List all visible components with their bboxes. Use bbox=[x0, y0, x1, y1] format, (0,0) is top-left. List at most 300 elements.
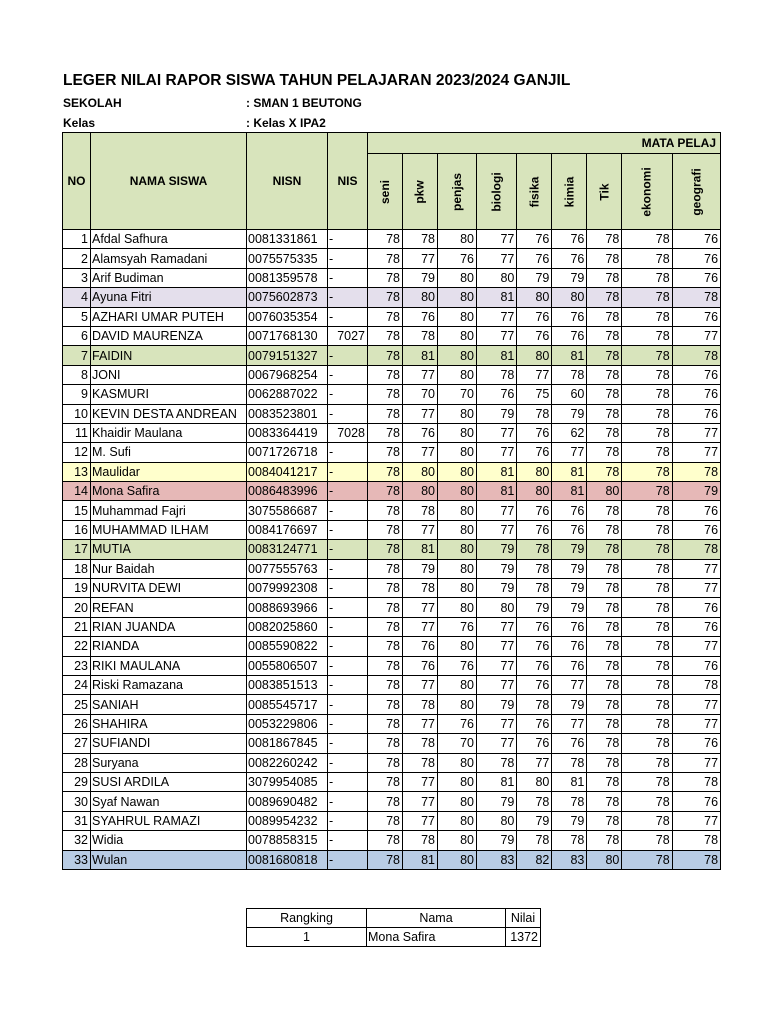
table-row bbox=[63, 288, 721, 307]
score-geografi: 76 bbox=[672, 365, 720, 384]
score-biologi: 77 bbox=[477, 656, 517, 675]
row-number: 25 bbox=[63, 695, 91, 714]
student-nis: - bbox=[328, 753, 368, 772]
score-tik: 78 bbox=[587, 385, 622, 404]
score-biologi: 80 bbox=[477, 811, 517, 830]
score-ekonomi: 78 bbox=[622, 579, 672, 598]
score-ekonomi: 78 bbox=[622, 695, 672, 714]
score-fisika: 76 bbox=[517, 326, 552, 345]
score-pkw: 77 bbox=[403, 792, 438, 811]
score-ekonomi: 78 bbox=[622, 501, 672, 520]
student-nisn: 0082260242 bbox=[247, 753, 328, 772]
header-no: NO bbox=[63, 133, 91, 230]
score-tik: 78 bbox=[587, 811, 622, 830]
row-number: 9 bbox=[63, 385, 91, 404]
student-name: RIAN JUANDA bbox=[91, 617, 247, 636]
score-fisika: 78 bbox=[517, 540, 552, 559]
score-ekonomi: 78 bbox=[622, 443, 672, 462]
student-name: MUTIA bbox=[91, 540, 247, 559]
score-ekonomi: 78 bbox=[622, 365, 672, 384]
score-biologi: 79 bbox=[477, 831, 517, 850]
score-tik: 78 bbox=[587, 423, 622, 442]
score-fisika: 76 bbox=[517, 714, 552, 733]
student-nisn: 0077555763 bbox=[247, 559, 328, 578]
score-kimia: 77 bbox=[552, 443, 587, 462]
score-biologi: 79 bbox=[477, 695, 517, 714]
table-row bbox=[63, 579, 721, 598]
score-seni: 78 bbox=[368, 579, 403, 598]
student-nisn: 0084176697 bbox=[247, 520, 328, 539]
student-nisn: 0084041217 bbox=[247, 462, 328, 481]
table-row bbox=[63, 230, 721, 249]
score-pkw: 76 bbox=[403, 423, 438, 442]
score-geografi: 76 bbox=[672, 268, 720, 287]
row-number: 1 bbox=[63, 230, 91, 249]
score-geografi: 76 bbox=[672, 249, 720, 268]
score-seni: 78 bbox=[368, 423, 403, 442]
score-pkw: 77 bbox=[403, 598, 438, 617]
score-ekonomi: 78 bbox=[622, 288, 672, 307]
score-fisika: 76 bbox=[517, 230, 552, 249]
score-biologi: 77 bbox=[477, 249, 517, 268]
score-ekonomi: 78 bbox=[622, 307, 672, 326]
student-nisn: 0086483996 bbox=[247, 482, 328, 501]
score-penjas: 80 bbox=[438, 307, 477, 326]
score-biologi: 81 bbox=[477, 462, 517, 481]
score-kimia: 79 bbox=[552, 811, 587, 830]
student-nis: - bbox=[328, 443, 368, 462]
student-nisn: 0053229806 bbox=[247, 714, 328, 733]
student-nis: - bbox=[328, 811, 368, 830]
student-name: Suryana bbox=[91, 753, 247, 772]
score-seni: 78 bbox=[368, 385, 403, 404]
score-pkw: 76 bbox=[403, 637, 438, 656]
student-nisn: 0089690482 bbox=[247, 792, 328, 811]
score-biologi: 77 bbox=[477, 617, 517, 636]
score-geografi: 78 bbox=[672, 675, 720, 694]
score-fisika: 78 bbox=[517, 792, 552, 811]
row-number: 15 bbox=[63, 501, 91, 520]
student-nis: 7027 bbox=[328, 326, 368, 345]
score-geografi: 77 bbox=[672, 753, 720, 772]
ranking-header-rank: Rangking bbox=[247, 909, 367, 928]
score-pkw: 77 bbox=[403, 714, 438, 733]
score-pkw: 77 bbox=[403, 404, 438, 423]
score-fisika: 79 bbox=[517, 268, 552, 287]
score-pkw: 78 bbox=[403, 501, 438, 520]
student-name: M. Sufi bbox=[91, 443, 247, 462]
score-biologi: 81 bbox=[477, 288, 517, 307]
score-penjas: 80 bbox=[438, 482, 477, 501]
score-ekonomi: 78 bbox=[622, 540, 672, 559]
score-seni: 78 bbox=[368, 598, 403, 617]
score-penjas: 76 bbox=[438, 714, 477, 733]
score-fisika: 76 bbox=[517, 501, 552, 520]
table-row bbox=[63, 540, 721, 559]
score-seni: 78 bbox=[368, 831, 403, 850]
score-seni: 78 bbox=[368, 540, 403, 559]
score-ekonomi: 78 bbox=[622, 850, 672, 869]
student-name: SHAHIRA bbox=[91, 714, 247, 733]
student-nisn: 0085545717 bbox=[247, 695, 328, 714]
score-kimia: 76 bbox=[552, 230, 587, 249]
table-row bbox=[63, 249, 721, 268]
score-ekonomi: 78 bbox=[622, 772, 672, 791]
student-name: Syaf Nawan bbox=[91, 792, 247, 811]
score-biologi: 77 bbox=[477, 443, 517, 462]
score-geografi: 77 bbox=[672, 443, 720, 462]
score-ekonomi: 78 bbox=[622, 598, 672, 617]
score-tik: 78 bbox=[587, 230, 622, 249]
table-row bbox=[63, 268, 721, 287]
score-penjas: 80 bbox=[438, 850, 477, 869]
score-ekonomi: 78 bbox=[622, 792, 672, 811]
score-pkw: 79 bbox=[403, 268, 438, 287]
score-geografi: 77 bbox=[672, 579, 720, 598]
score-ekonomi: 78 bbox=[622, 482, 672, 501]
row-number: 20 bbox=[63, 598, 91, 617]
score-ekonomi: 78 bbox=[622, 656, 672, 675]
score-pkw: 81 bbox=[403, 540, 438, 559]
student-nis: - bbox=[328, 462, 368, 481]
score-tik: 78 bbox=[587, 462, 622, 481]
score-biologi: 77 bbox=[477, 326, 517, 345]
score-seni: 78 bbox=[368, 811, 403, 830]
student-nisn: 0083124771 bbox=[247, 540, 328, 559]
table-row bbox=[63, 753, 721, 772]
score-pkw: 77 bbox=[403, 249, 438, 268]
row-number: 29 bbox=[63, 772, 91, 791]
header-subject-pkw: pkw bbox=[403, 154, 438, 230]
row-number: 26 bbox=[63, 714, 91, 733]
score-tik: 78 bbox=[587, 540, 622, 559]
score-fisika: 78 bbox=[517, 579, 552, 598]
student-nisn: 0082025860 bbox=[247, 617, 328, 636]
score-biologi: 77 bbox=[477, 501, 517, 520]
score-penjas: 76 bbox=[438, 249, 477, 268]
row-number: 24 bbox=[63, 675, 91, 694]
score-seni: 78 bbox=[368, 637, 403, 656]
student-nisn: 0079992308 bbox=[247, 579, 328, 598]
score-seni: 78 bbox=[368, 714, 403, 733]
student-name: Afdal Safhura bbox=[91, 230, 247, 249]
score-seni: 78 bbox=[368, 501, 403, 520]
score-seni: 78 bbox=[368, 772, 403, 791]
score-biologi: 79 bbox=[477, 404, 517, 423]
score-biologi: 77 bbox=[477, 230, 517, 249]
student-name: Nur Baidah bbox=[91, 559, 247, 578]
score-geografi: 79 bbox=[672, 482, 720, 501]
score-tik: 78 bbox=[587, 734, 622, 753]
student-nis: - bbox=[328, 637, 368, 656]
table-row bbox=[63, 772, 721, 791]
student-nis: - bbox=[328, 365, 368, 384]
row-number: 17 bbox=[63, 540, 91, 559]
score-penjas: 80 bbox=[438, 443, 477, 462]
score-seni: 78 bbox=[368, 850, 403, 869]
score-fisika: 75 bbox=[517, 385, 552, 404]
score-seni: 78 bbox=[368, 695, 403, 714]
school-label: SEKOLAH bbox=[63, 96, 122, 110]
score-ekonomi: 78 bbox=[622, 520, 672, 539]
student-nisn: 0071726718 bbox=[247, 443, 328, 462]
score-kimia: 77 bbox=[552, 714, 587, 733]
student-name: Mona Safira bbox=[91, 482, 247, 501]
score-penjas: 80 bbox=[438, 675, 477, 694]
score-pkw: 78 bbox=[403, 326, 438, 345]
student-nisn: 0081680818 bbox=[247, 850, 328, 869]
score-tik: 78 bbox=[587, 714, 622, 733]
student-nis: - bbox=[328, 772, 368, 791]
score-ekonomi: 78 bbox=[622, 326, 672, 345]
score-fisika: 76 bbox=[517, 656, 552, 675]
score-fisika: 80 bbox=[517, 482, 552, 501]
score-tik: 78 bbox=[587, 268, 622, 287]
header-subject-biologi: biologi bbox=[477, 154, 517, 230]
score-pkw: 78 bbox=[403, 734, 438, 753]
score-fisika: 82 bbox=[517, 850, 552, 869]
header-subject-geografi: geografi bbox=[672, 154, 720, 230]
score-pkw: 77 bbox=[403, 811, 438, 830]
student-nis: - bbox=[328, 482, 368, 501]
row-number: 5 bbox=[63, 307, 91, 326]
score-geografi: 76 bbox=[672, 404, 720, 423]
score-penjas: 76 bbox=[438, 656, 477, 675]
score-penjas: 80 bbox=[438, 540, 477, 559]
score-tik: 78 bbox=[587, 792, 622, 811]
student-nis: - bbox=[328, 385, 368, 404]
score-seni: 78 bbox=[368, 520, 403, 539]
score-ekonomi: 78 bbox=[622, 404, 672, 423]
score-seni: 78 bbox=[368, 365, 403, 384]
student-nis: - bbox=[328, 346, 368, 365]
score-kimia: 79 bbox=[552, 559, 587, 578]
score-kimia: 76 bbox=[552, 637, 587, 656]
student-name: SUSI ARDILA bbox=[91, 772, 247, 791]
score-pkw: 77 bbox=[403, 365, 438, 384]
score-tik: 78 bbox=[587, 249, 622, 268]
table-row bbox=[63, 404, 721, 423]
score-biologi: 77 bbox=[477, 637, 517, 656]
score-biologi: 77 bbox=[477, 423, 517, 442]
score-seni: 78 bbox=[368, 753, 403, 772]
header-nis: NIS bbox=[328, 133, 368, 230]
score-penjas: 80 bbox=[438, 772, 477, 791]
table-row bbox=[63, 734, 721, 753]
score-seni: 78 bbox=[368, 307, 403, 326]
student-name: SYAHRUL RAMAZI bbox=[91, 811, 247, 830]
score-fisika: 78 bbox=[517, 831, 552, 850]
score-kimia: 81 bbox=[552, 772, 587, 791]
score-tik: 78 bbox=[587, 443, 622, 462]
score-kimia: 76 bbox=[552, 520, 587, 539]
row-number: 11 bbox=[63, 423, 91, 442]
table-row bbox=[63, 462, 721, 481]
score-kimia: 78 bbox=[552, 753, 587, 772]
score-tik: 78 bbox=[587, 753, 622, 772]
score-ekonomi: 78 bbox=[622, 617, 672, 636]
score-kimia: 78 bbox=[552, 831, 587, 850]
student-nisn: 0083523801 bbox=[247, 404, 328, 423]
class-label: Kelas bbox=[63, 116, 96, 130]
header-name: NAMA SISWA bbox=[91, 133, 247, 230]
student-nis: - bbox=[328, 520, 368, 539]
score-pkw: 80 bbox=[403, 288, 438, 307]
score-kimia: 83 bbox=[552, 850, 587, 869]
score-tik: 78 bbox=[587, 675, 622, 694]
row-number: 3 bbox=[63, 268, 91, 287]
score-penjas: 80 bbox=[438, 326, 477, 345]
row-number: 12 bbox=[63, 443, 91, 462]
header-subject-penjas: penjas bbox=[438, 154, 477, 230]
student-nisn: 0055806507 bbox=[247, 656, 328, 675]
row-number: 13 bbox=[63, 462, 91, 481]
score-geografi: 76 bbox=[672, 617, 720, 636]
score-kimia: 77 bbox=[552, 675, 587, 694]
score-penjas: 80 bbox=[438, 520, 477, 539]
score-geografi: 78 bbox=[672, 850, 720, 869]
student-nis: - bbox=[328, 230, 368, 249]
score-seni: 78 bbox=[368, 462, 403, 481]
score-seni: 78 bbox=[368, 230, 403, 249]
row-number: 4 bbox=[63, 288, 91, 307]
row-number: 19 bbox=[63, 579, 91, 598]
row-number: 8 bbox=[63, 365, 91, 384]
table-row bbox=[63, 598, 721, 617]
student-nisn: 0075575335 bbox=[247, 249, 328, 268]
student-name: Alamsyah Ramadani bbox=[91, 249, 247, 268]
score-fisika: 76 bbox=[517, 423, 552, 442]
score-tik: 78 bbox=[587, 598, 622, 617]
student-nisn: 0078858315 bbox=[247, 831, 328, 850]
score-penjas: 80 bbox=[438, 346, 477, 365]
score-kimia: 81 bbox=[552, 462, 587, 481]
score-ekonomi: 78 bbox=[622, 423, 672, 442]
score-tik: 78 bbox=[587, 520, 622, 539]
row-number: 23 bbox=[63, 656, 91, 675]
score-penjas: 80 bbox=[438, 365, 477, 384]
document-title: LEGER NILAI RAPOR SISWA TAHUN PELAJARAN 2023/2024 GANJIL bbox=[63, 72, 571, 89]
table-row bbox=[63, 792, 721, 811]
score-kimia: 79 bbox=[552, 598, 587, 617]
score-seni: 78 bbox=[368, 443, 403, 462]
student-name: FAIDIN bbox=[91, 346, 247, 365]
student-nisn: 0076035354 bbox=[247, 307, 328, 326]
row-number: 22 bbox=[63, 637, 91, 656]
ranking-table bbox=[246, 908, 541, 947]
student-nisn: 0081359578 bbox=[247, 268, 328, 287]
student-nis: - bbox=[328, 831, 368, 850]
table-row bbox=[63, 675, 721, 694]
score-penjas: 80 bbox=[438, 792, 477, 811]
score-tik: 78 bbox=[587, 501, 622, 520]
score-geografi: 78 bbox=[672, 462, 720, 481]
row-number: 16 bbox=[63, 520, 91, 539]
score-penjas: 80 bbox=[438, 230, 477, 249]
student-nisn: 3079954085 bbox=[247, 772, 328, 791]
score-fisika: 76 bbox=[517, 249, 552, 268]
header-subject-tik: Tik bbox=[587, 154, 622, 230]
score-pkw: 78 bbox=[403, 753, 438, 772]
score-tik: 78 bbox=[587, 326, 622, 345]
table-row bbox=[63, 443, 721, 462]
row-number: 33 bbox=[63, 850, 91, 869]
score-biologi: 81 bbox=[477, 772, 517, 791]
score-biologi: 80 bbox=[477, 598, 517, 617]
score-geografi: 77 bbox=[672, 714, 720, 733]
student-nisn: 0075602873 bbox=[247, 288, 328, 307]
student-name: MUHAMMAD ILHAM bbox=[91, 520, 247, 539]
score-penjas: 80 bbox=[438, 598, 477, 617]
student-nisn: 0062887022 bbox=[247, 385, 328, 404]
score-kimia: 76 bbox=[552, 656, 587, 675]
score-fisika: 80 bbox=[517, 346, 552, 365]
student-name: AZHARI UMAR PUTEH bbox=[91, 307, 247, 326]
score-pkw: 70 bbox=[403, 385, 438, 404]
score-fisika: 79 bbox=[517, 811, 552, 830]
score-geografi: 76 bbox=[672, 656, 720, 675]
score-penjas: 80 bbox=[438, 831, 477, 850]
score-biologi: 81 bbox=[477, 482, 517, 501]
score-fisika: 76 bbox=[517, 675, 552, 694]
score-ekonomi: 78 bbox=[622, 831, 672, 850]
score-fisika: 76 bbox=[517, 617, 552, 636]
score-seni: 78 bbox=[368, 404, 403, 423]
score-geografi: 76 bbox=[672, 598, 720, 617]
student-nis: - bbox=[328, 307, 368, 326]
student-name: RIKI MAULANA bbox=[91, 656, 247, 675]
score-geografi: 76 bbox=[672, 307, 720, 326]
score-biologi: 79 bbox=[477, 792, 517, 811]
score-penjas: 76 bbox=[438, 617, 477, 636]
score-fisika: 80 bbox=[517, 772, 552, 791]
score-seni: 78 bbox=[368, 482, 403, 501]
table-row bbox=[63, 307, 721, 326]
student-name: Widia bbox=[91, 831, 247, 850]
student-nisn: 0085590822 bbox=[247, 637, 328, 656]
score-kimia: 60 bbox=[552, 385, 587, 404]
score-geografi: 78 bbox=[672, 346, 720, 365]
score-biologi: 77 bbox=[477, 714, 517, 733]
score-kimia: 80 bbox=[552, 288, 587, 307]
table-row bbox=[63, 831, 721, 850]
row-number: 14 bbox=[63, 482, 91, 501]
score-tik: 78 bbox=[587, 831, 622, 850]
student-name: JONI bbox=[91, 365, 247, 384]
ranking-score: 1372 bbox=[506, 928, 541, 947]
score-ekonomi: 78 bbox=[622, 734, 672, 753]
score-pkw: 79 bbox=[403, 559, 438, 578]
score-fisika: 76 bbox=[517, 443, 552, 462]
student-name: Riski Ramazana bbox=[91, 675, 247, 694]
student-name: KASMURI bbox=[91, 385, 247, 404]
student-nisn: 0071768130 bbox=[247, 326, 328, 345]
score-kimia: 76 bbox=[552, 307, 587, 326]
score-tik: 78 bbox=[587, 288, 622, 307]
student-nisn: 0083851513 bbox=[247, 675, 328, 694]
table-body bbox=[63, 230, 721, 870]
student-name: NURVITA DEWI bbox=[91, 579, 247, 598]
score-seni: 78 bbox=[368, 249, 403, 268]
score-tik: 78 bbox=[587, 579, 622, 598]
table-row bbox=[63, 850, 721, 869]
score-biologi: 77 bbox=[477, 520, 517, 539]
table-row bbox=[63, 617, 721, 636]
score-fisika: 78 bbox=[517, 404, 552, 423]
score-fisika: 76 bbox=[517, 637, 552, 656]
score-biologi: 80 bbox=[477, 268, 517, 287]
score-geografi: 78 bbox=[672, 831, 720, 850]
